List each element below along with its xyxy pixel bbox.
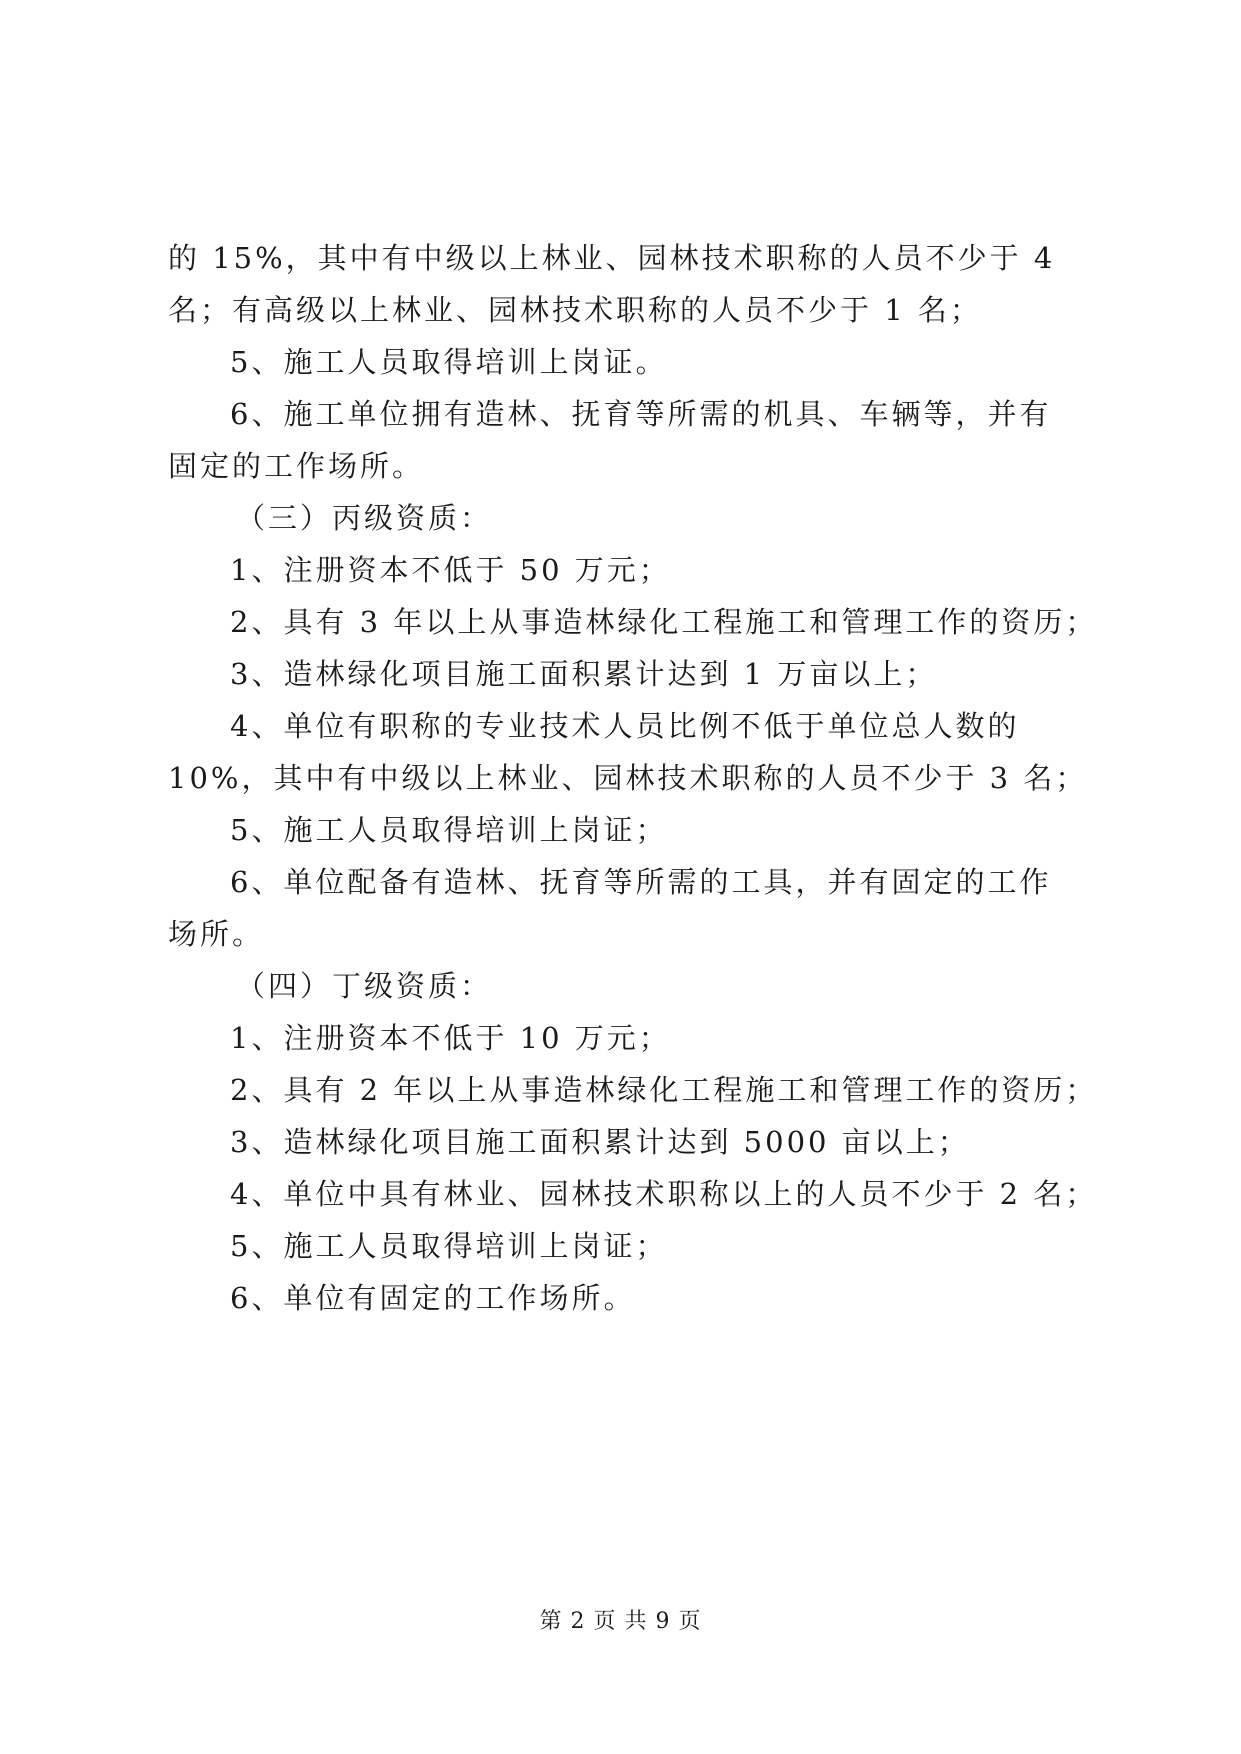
body-line: 4、单位中具有林业、园林技术职称以上的人员不少于 2 名； [230, 1177, 1098, 1211]
document-body [168, 232, 1098, 1324]
body-line: 1、注册资本不低于 50 万元； [230, 553, 671, 587]
body-line: 3、造林绿化项目施工面积累计达到 5000 亩以上； [230, 1125, 970, 1159]
body-line: 6、施工单位拥有造林、抚育等所需的机具、车辆等，并有 [230, 397, 1052, 431]
body-line: 5、施工人员取得培训上岗证。 [230, 345, 668, 379]
body-line: 10%，其中有中级以上林业、园林技术职称的人员不少于 3 名； [168, 761, 1088, 795]
body-line: 6、单位配备有造林、抚育等所需的工具，并有固定的工作 [230, 865, 1052, 899]
body-line: 固定的工作场所。 [168, 449, 425, 483]
body-line: 5、施工人员取得培训上岗证； [230, 813, 668, 847]
body-line: 1、注册资本不低于 10 万元； [230, 1021, 671, 1055]
section-heading-ding: （四）丁级资质： [236, 969, 493, 1003]
body-line: 5、施工人员取得培训上岗证； [230, 1229, 668, 1263]
body-line: 6、单位有固定的工作场所。 [230, 1281, 636, 1315]
body-line: 2、具有 3 年以上从事造林绿化工程施工和管理工作的资历； [230, 605, 1098, 639]
body-line: 3、造林绿化项目施工面积累计达到 1 万亩以上； [230, 657, 938, 691]
body-line: 2、具有 2 年以上从事造林绿化工程施工和管理工作的资历； [230, 1073, 1098, 1107]
body-line: 4、单位有职称的专业技术人员比例不低于单位总人数的 [230, 709, 1020, 743]
body-line: 场所。 [168, 917, 265, 951]
body-line: 名；有高级以上林业、园林技术职称的人员不少于 1 名； [168, 293, 982, 327]
section-heading-bing: （三）丙级资质： [236, 501, 493, 535]
page-number-footer: 第 2 页 共 9 页 [539, 1609, 702, 1634]
body-line: 的 15%，其中有中级以上林业、园林技术职称的人员不少于 4 [168, 241, 1056, 275]
